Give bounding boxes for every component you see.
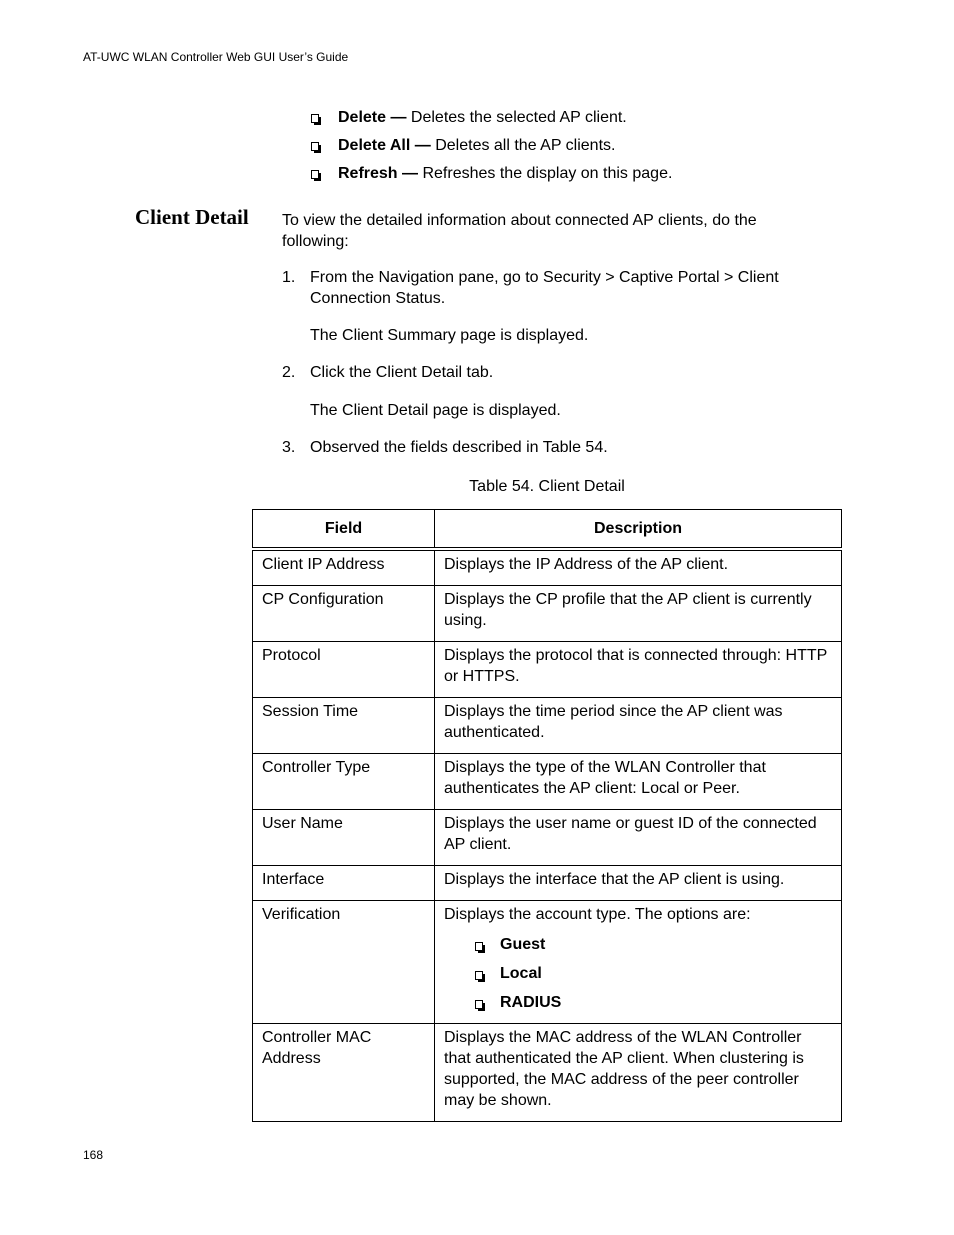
field-cell: Controller MAC Address: [253, 1024, 435, 1122]
table-row: [253, 810, 842, 866]
bullet-text: Deletes all the AP clients.: [430, 137, 616, 154]
bullet-term: Refresh —: [338, 165, 419, 182]
table-caption: Table 54. Client Detail: [469, 478, 625, 495]
option-label: Local: [500, 965, 542, 982]
bullet-term: Delete —: [338, 109, 407, 126]
field-cell: Controller Type: [253, 754, 435, 810]
step-number: 2.: [282, 364, 296, 381]
table-row: [253, 642, 842, 698]
step-number: 3.: [282, 439, 296, 456]
square-bullet-icon: [311, 170, 319, 179]
option-item: [444, 991, 831, 1013]
bullet-text: Refreshes the display on this page.: [418, 165, 673, 182]
bullet-refresh: [309, 162, 869, 190]
column-header-field: Field: [253, 510, 435, 550]
option-label: Guest: [500, 936, 546, 953]
square-bullet-icon: [475, 1000, 483, 1009]
table-row: [253, 866, 842, 901]
section-intro: To view the detailed information about connected AP clients, do the following:: [282, 212, 757, 250]
step-result: The Client Detail page is displayed.: [310, 402, 561, 419]
table-header-row: [253, 510, 842, 550]
bullet-term: Delete All —: [338, 137, 431, 154]
description-text: Displays the account type. The options are:: [444, 906, 751, 923]
running-header: AT-UWC WLAN Controller Web GUI User’s Guide: [83, 50, 349, 64]
table-row: [253, 1024, 842, 1122]
square-bullet-icon: [311, 114, 319, 123]
bullet-text: Deletes the selected AP client.: [406, 109, 627, 126]
field-cell: Client IP Address: [253, 549, 435, 586]
table-row: [253, 549, 842, 586]
description-cell: Displays the IP Address of the AP client.: [435, 549, 842, 586]
table-row: [253, 698, 842, 754]
action-bullet-list: [309, 106, 869, 190]
square-bullet-icon: [475, 971, 483, 980]
column-header-description: Description: [435, 510, 842, 550]
description-cell: Displays the CP profile that the AP client is currently using.: [435, 586, 842, 642]
description-cell: Displays the MAC address of the WLAN Controller that authenticated the AP client. When clustering is supported, the MAC address of the peer controller may be shown.: [435, 1024, 842, 1122]
table-row: [253, 901, 842, 1024]
square-bullet-icon: [475, 942, 483, 951]
description-cell: [435, 901, 842, 1024]
field-cell: Verification: [253, 901, 435, 1024]
square-bullet-icon: [311, 142, 319, 151]
option-item: [444, 962, 831, 991]
verification-options: [444, 933, 831, 1013]
step-text: Observed the fields described in Table 54.: [310, 439, 608, 456]
description-cell: Displays the interface that the AP client is using.: [435, 866, 842, 901]
page-number: 168: [83, 1148, 104, 1162]
step-text: Click the Client Detail tab.: [310, 364, 494, 381]
bullet-delete-all: [309, 134, 869, 162]
step-result: The Client Summary page is displayed.: [310, 327, 589, 344]
description-cell: Displays the protocol that is connected through: HTTP or HTTPS.: [435, 642, 842, 698]
field-cell: Interface: [253, 866, 435, 901]
description-cell: Displays the user name or guest ID of the connected AP client.: [435, 810, 842, 866]
bullet-delete: [309, 106, 869, 134]
option-item: [444, 933, 831, 962]
field-cell: Protocol: [253, 642, 435, 698]
description-cell: Displays the time period since the AP client was authenticated.: [435, 698, 842, 754]
field-cell: User Name: [253, 810, 435, 866]
step-number: 1.: [282, 269, 296, 286]
description-cell: Displays the type of the WLAN Controller that authenticates the AP client: Local or Peer.: [435, 754, 842, 810]
table-row: [253, 586, 842, 642]
option-label: RADIUS: [500, 994, 562, 1011]
field-cell: Session Time: [253, 698, 435, 754]
client-detail-table: [252, 509, 842, 1122]
step-text: From the Navigation pane, go to Security > Captive Portal > Client Connection Status.: [310, 269, 779, 307]
section-heading: Client Detail: [135, 205, 249, 229]
field-cell: CP Configuration: [253, 586, 435, 642]
table-row: [253, 754, 842, 810]
